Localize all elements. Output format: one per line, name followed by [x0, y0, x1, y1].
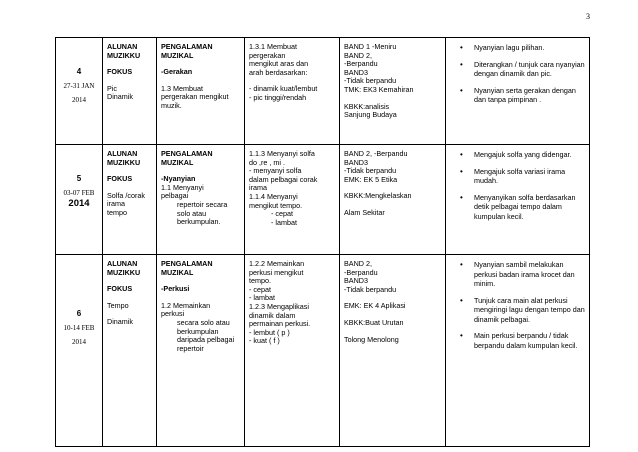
week-date: 03-07 FEB	[63, 188, 95, 197]
band-line: -Tidak berpandu	[344, 284, 397, 294]
activity-item: • Mengajuk solfa yang didengar.	[474, 150, 585, 160]
table-row	[56, 145, 590, 255]
week-date: 27-31 JAN	[63, 81, 95, 90]
experience-topic: -Gerakan	[161, 67, 193, 77]
standard-cell	[245, 145, 340, 255]
standard-line: dalam pelbagai corak	[249, 174, 318, 184]
experience-line: 1.2 Memainkan	[161, 300, 211, 310]
standard-line: 1.1.3 Menyanyi solfa	[249, 149, 315, 158]
band-line: KBKK:analisis	[344, 101, 390, 111]
standard-line: - cepat	[271, 209, 293, 219]
week-number: 6	[76, 309, 82, 318]
band-cell	[340, 145, 446, 255]
activity-item: • Diterangkan / tunjuk cara nyanyian dengan dinamik dan pic.	[474, 60, 585, 79]
experience-cell	[157, 255, 245, 447]
activity-item: • Tunjuk cara main alat perkusi mengiringi lagu dengan tempo dan dinamik pelbagai.	[474, 296, 585, 325]
unit-title: MUZIKKU	[107, 157, 141, 167]
experience-title: MUZIKAL	[161, 157, 194, 167]
experience-line: 1.1 Menyanyi	[161, 182, 204, 192]
experience-line: daripada pelbagai	[177, 335, 235, 345]
experience-line: muzik.	[161, 100, 182, 110]
experience-line: solo atau	[177, 208, 207, 218]
experience-title: PENGALAMAN	[161, 42, 213, 51]
band-line: BAND3	[344, 157, 368, 167]
experience-line: pergerakan mengikut	[161, 92, 229, 102]
band-line: Sanjung Budaya	[344, 110, 397, 120]
standard-line: 1.3.1 Membuat	[249, 42, 297, 51]
focus-item: Tempo	[107, 300, 129, 310]
standard-line: - cepat	[249, 284, 271, 294]
table-row	[56, 255, 590, 447]
standard-line: 1.1.4 Menyanyi	[249, 191, 298, 201]
week-year: 2014	[72, 95, 86, 104]
unit-title: ALUNAN	[107, 42, 138, 51]
unit-title: MUZIKKU	[107, 267, 141, 277]
page-number: 3	[586, 12, 590, 21]
standard-line: 1.2.3 Mengaplikasi	[249, 301, 309, 311]
experience-cell	[157, 38, 245, 145]
standard-line: irama	[249, 183, 267, 193]
week-cell	[56, 145, 103, 255]
focus-item: irama	[107, 199, 125, 209]
experience-line: repertoir	[177, 343, 204, 353]
standard-line: - lambat	[249, 293, 275, 303]
activity-cell	[446, 38, 590, 145]
activity-item: • Nyanyian lagu pilihan.	[474, 43, 585, 53]
lesson-plan-table	[55, 37, 590, 447]
activity-item: • Mengajuk solfa variasi irama mudah.	[474, 167, 585, 186]
band-line: BAND 2, -Berpandu	[344, 149, 408, 158]
experience-topic: -Nyanyian	[161, 174, 196, 184]
experience-line: pelbagai	[161, 191, 189, 201]
experience-title: PENGALAMAN	[161, 259, 213, 268]
focus-label: FOKUS	[107, 174, 133, 184]
band-cell	[340, 38, 446, 145]
focus-label: FOKUS	[107, 67, 133, 77]
experience-line: secara solo atau	[177, 317, 230, 327]
activity-cell	[446, 145, 590, 255]
standard-line: - dinamik kuat/lembut	[249, 84, 318, 94]
band-line: BAND 1 -Meniru	[344, 42, 397, 51]
standard-line: - lambat	[271, 217, 297, 227]
unit-title: ALUNAN	[107, 259, 138, 268]
band-line: -Tidak berpandu	[344, 76, 397, 86]
band-line: EMK: EK 4 Aplikasi	[344, 301, 406, 311]
standard-cell	[245, 255, 340, 447]
focus-item: Dinamik	[107, 317, 133, 327]
band-line: KBKK:Buat Urutan	[344, 317, 404, 327]
band-line: TMK: EK3 Kemahiran	[344, 84, 414, 94]
standard-line: 1.2.2 Memainkan	[249, 259, 305, 268]
standard-line: - pic tinggi/rendah	[249, 92, 307, 102]
week-year: 2014	[72, 337, 86, 346]
band-line: -Berpandu	[344, 59, 378, 69]
week-date: 10-14 FEB	[63, 323, 95, 332]
standard-line: permainan perkusi.	[249, 319, 311, 329]
standard-line: mengikut tempo.	[249, 200, 303, 210]
focus-item: Solfa /corak	[107, 190, 145, 200]
experience-line: perkusi	[161, 309, 185, 319]
week-number: 5	[76, 174, 82, 183]
table-row	[56, 38, 590, 145]
unit-cell	[103, 145, 157, 255]
unit-cell	[103, 255, 157, 447]
band-line: BAND 2,	[344, 259, 372, 268]
standard-line: arah berdasarkan:	[249, 67, 308, 77]
experience-title: PENGALAMAN	[161, 149, 213, 158]
standard-line: tempo.	[249, 276, 271, 286]
standard-line: pergerakan	[249, 50, 286, 60]
experience-line: 1.3 Membuat	[161, 83, 203, 93]
unit-cell	[103, 38, 157, 145]
experience-title: MUZIKAL	[161, 267, 194, 277]
band-line: Tolong Menolong	[344, 334, 399, 344]
focus-item: Pic	[107, 83, 117, 93]
activity-item: • Nyanyian serta gerakan dengan dan tanpa pimpinan .	[474, 86, 585, 105]
activity-item: • Menyanyikan solfa berdasarkan detik pelbagai tempo dalam kumpulan kecil.	[474, 193, 585, 222]
band-line: KBKK:Mengkelaskan	[344, 191, 412, 201]
experience-line: berkumpulan	[177, 326, 219, 336]
week-year: 2014	[68, 197, 90, 209]
band-line: BAND 2,	[344, 50, 372, 60]
band-line: BAND3	[344, 67, 368, 77]
activity-item: • Nyanyian sambil melakukan perkusi badan irama krocet dan minim.	[474, 260, 585, 289]
unit-title: MUZIKKU	[107, 50, 141, 60]
band-line: BAND3	[344, 276, 368, 286]
standard-cell	[245, 38, 340, 145]
band-line: Alam Sekitar	[344, 207, 385, 217]
standard-line: - menyanyi solfa	[249, 166, 302, 176]
standard-line: - lembut ( p )	[249, 327, 290, 337]
experience-line: berkumpulan.	[177, 217, 221, 227]
band-line: -Tidak berpandu	[344, 166, 397, 176]
week-cell	[56, 255, 103, 447]
standard-line: mengikut aras dan	[249, 59, 309, 69]
standard-line: perkusi mengikut	[249, 267, 304, 277]
focus-item: tempo	[107, 207, 127, 217]
band-line: EMK: EK 5 Etika	[344, 174, 398, 184]
activity-cell	[446, 255, 590, 447]
unit-title: ALUNAN	[107, 149, 138, 158]
standard-line: - kuat ( f )	[249, 336, 280, 346]
standard-line: dinamik dalam	[249, 310, 296, 320]
week-cell	[56, 38, 103, 145]
band-cell	[340, 255, 446, 447]
focus-item: Dinamik	[107, 92, 133, 102]
activity-item: • Main perkusi berpandu / tidak berpandu dalam kumpulan kecil.	[474, 331, 585, 350]
band-line: -Berpandu	[344, 267, 378, 277]
experience-topic: -Perkusi	[161, 284, 190, 294]
experience-title: MUZIKAL	[161, 50, 194, 60]
experience-line: repertoir secara	[177, 199, 228, 209]
focus-label: FOKUS	[107, 284, 133, 294]
week-number: 4	[76, 67, 82, 76]
standard-line: do ,re , mi .	[249, 157, 285, 167]
experience-cell	[157, 145, 245, 255]
